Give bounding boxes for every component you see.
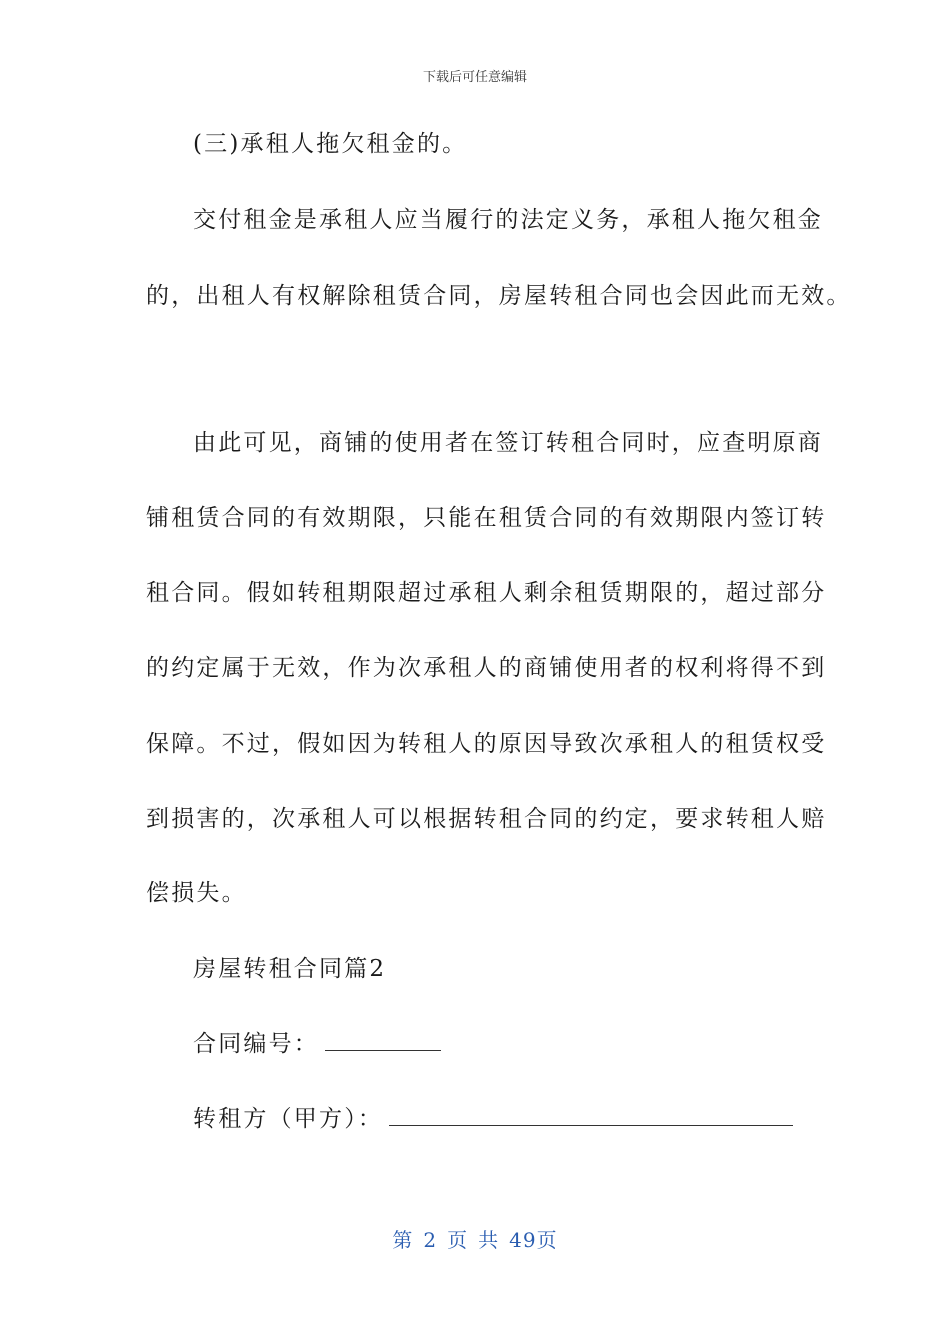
paragraph-line: 的，出租人有权解除租赁合同，房屋转租合同也会因此而无效。 <box>146 283 852 309</box>
paragraph-line: 保障。不过，假如因为转租人的原因导致次承租人的租赁权受 <box>146 731 827 757</box>
paragraph-line: 偿损失。 <box>146 880 247 906</box>
footer-word-ye: 页 <box>447 1228 469 1252</box>
contract-number-blank <box>325 1028 441 1051</box>
paragraph-line: 交付租金是承租人应当履行的法定义务，承租人拖欠租金 <box>193 207 823 233</box>
sublessor-label: 转租方（甲方）： <box>193 1106 384 1132</box>
page-footer <box>0 1224 950 1253</box>
paragraph-line: 到损害的，次承租人可以根据转租合同的约定，要求转租人赔 <box>146 806 827 832</box>
paragraph-line: 铺租赁合同的有效期限，只能在租赁合同的有效期限内签订转 <box>146 505 827 531</box>
sublessor-row <box>193 1103 793 1134</box>
paragraph-line: 由此可见，商铺的使用者在签订转租合同时，应查明原商 <box>193 430 823 456</box>
contract-number-label: 合同编号： <box>193 1031 319 1057</box>
page-header: 下载后可任意编辑 <box>422 70 527 85</box>
section-heading: 房屋转租合同篇2 <box>193 956 387 982</box>
paragraph-line: 的约定属于无效，作为次承租人的商铺使用者的权利将得不到 <box>146 655 827 681</box>
sublessor-blank <box>389 1103 793 1126</box>
footer-total-pages: 49页 <box>509 1228 558 1252</box>
footer-word-gong: 共 <box>478 1228 500 1252</box>
footer-word-di: 第 <box>392 1228 414 1252</box>
paragraph-line: 租合同。假如转租期限超过承租人剩余租赁期限的，超过部分 <box>146 580 827 606</box>
paragraph-line: (三)承租人拖欠租金的。 <box>193 131 468 157</box>
contract-number-row <box>193 1028 441 1059</box>
footer-page-number: 2 <box>423 1228 438 1252</box>
